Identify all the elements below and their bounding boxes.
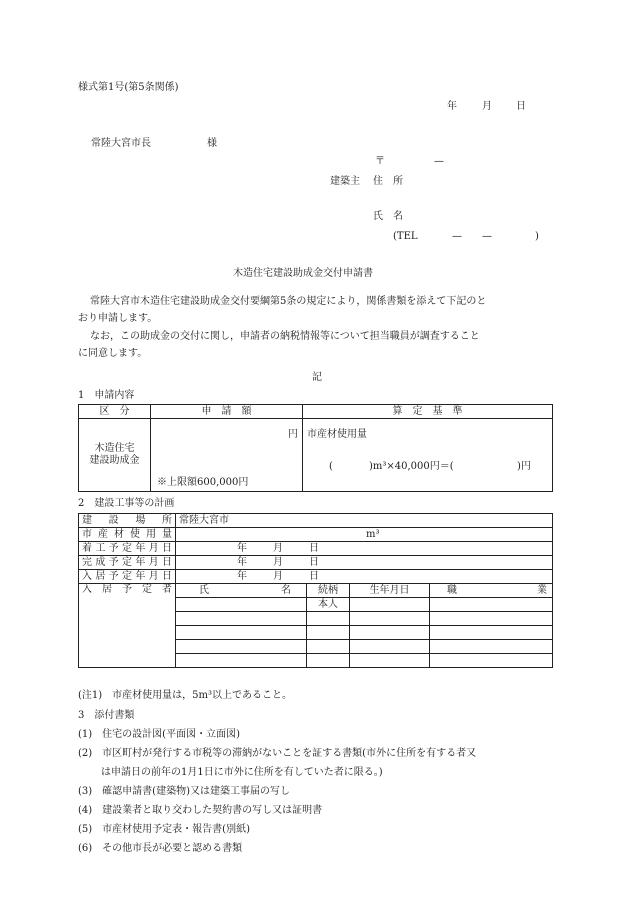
addressee-name: 常陸大宮市長 — [91, 138, 151, 149]
amount-limit: ※上限額600,000円 — [157, 477, 249, 488]
resident-1-relation: 本人 — [307, 598, 350, 612]
attachment-6: (6) その他市長が必要と認める書類 — [78, 843, 243, 854]
resident-2-relation[interactable] — [307, 612, 350, 626]
start-day: 日 — [309, 542, 319, 554]
body-para2-line1: なお，この助成金の交付に関し，申請者の納税情報等について担当職員が調査すること — [90, 331, 480, 342]
form-number: 様式第1号(第5条関係) — [78, 82, 179, 93]
start-date[interactable] — [176, 542, 553, 556]
amount-yen: 円 — [288, 429, 298, 440]
body-para1-line1: 常陸大宮市木造住宅建設助成金交付要綱第5条の規定により，関係書類を添えて下記のと — [90, 296, 487, 307]
postal-mark: 〒 — [375, 156, 385, 167]
addressee-honorific: 様 — [207, 138, 217, 149]
header-name-2: 名 — [281, 584, 291, 596]
complete-label: 完成予定年月日 — [79, 556, 176, 570]
attachment-5: (5) 市産材使用予定表・報告書(別紙) — [78, 824, 250, 835]
body-para1-line2: おり申請します。 — [78, 313, 158, 324]
start-label: 着工予定年月日 — [79, 542, 176, 556]
date-year: 年 — [447, 101, 457, 112]
header-name — [176, 584, 307, 598]
header-job-2: 業 — [537, 584, 547, 596]
resident-2-job[interactable] — [430, 612, 553, 626]
site-label: 建 設 場 所 — [79, 514, 176, 528]
formula-mid: )m³×40,000円＝( — [369, 461, 454, 472]
date-month: 月 — [482, 101, 492, 112]
attachment-3: (3) 確認申請書(建築物)又は建築工事届の写し — [78, 786, 290, 797]
resident-5-relation[interactable] — [307, 654, 350, 668]
amount-cell[interactable] — [151, 419, 303, 492]
header-name-1: 氏 — [199, 584, 209, 596]
header-relation: 続柄 — [307, 584, 350, 598]
resident-4-name[interactable] — [176, 640, 307, 654]
wood-unit[interactable]: m³ — [176, 528, 553, 542]
start-year: 年 — [237, 542, 247, 554]
resident-1-birth[interactable] — [350, 598, 430, 612]
section3-heading: 3 添付書類 — [78, 710, 135, 721]
resident-3-name[interactable] — [176, 626, 307, 640]
row-label-line2: 建設助成金 — [89, 455, 140, 466]
section1-heading: 1 申請内容 — [78, 390, 135, 401]
resident-2-birth[interactable] — [350, 612, 430, 626]
col-header-category: 区 分 — [79, 405, 151, 419]
move-date[interactable] — [176, 570, 553, 584]
col-header-basis: 算 定 基 準 — [303, 405, 553, 419]
tel-close: ) — [535, 231, 539, 242]
formula-open: ( — [329, 461, 333, 472]
resident-1-name[interactable] — [176, 598, 307, 612]
resident-1-job[interactable] — [430, 598, 553, 612]
attachment-2-cont: は申請日の前年の1月1日に市外に住所を有していた者に限る。) — [101, 767, 383, 778]
resident-5-name[interactable] — [176, 654, 307, 668]
resident-5-job[interactable] — [430, 654, 553, 668]
complete-month: 月 — [273, 556, 283, 568]
resident-5-birth[interactable] — [350, 654, 430, 668]
construction-plan-table — [78, 513, 553, 668]
name-label: 氏 名 — [373, 211, 403, 222]
basis-cell — [303, 419, 553, 492]
attachment-1: (1) 住宅の設計図(平面図・立面図) — [78, 729, 240, 740]
move-year: 年 — [237, 570, 247, 582]
tel-dash-2: — — [482, 231, 492, 242]
move-day: 日 — [309, 570, 319, 582]
resident-2-name[interactable] — [176, 612, 307, 626]
document-title: 木造住宅建設助成金交付申請書 — [233, 268, 373, 279]
date-day: 日 — [516, 101, 526, 112]
tel-open: (TEL — [393, 231, 418, 242]
complete-date[interactable] — [176, 556, 553, 570]
resident-label: 入居予定者 — [79, 584, 176, 668]
move-month: 月 — [273, 570, 283, 582]
address-label: 住 所 — [373, 176, 403, 187]
postal-dash: — — [434, 156, 444, 167]
complete-day: 日 — [309, 556, 319, 568]
attachment-4: (4) 建設業者と取り交わした契約書の写し又は証明書 — [78, 805, 323, 816]
note-1: (注1) 市産材使用量は，5m³以上であること。 — [78, 690, 293, 701]
col-header-amount: 申 請 額 — [151, 405, 303, 419]
basis-label: 市産材使用量 — [307, 429, 367, 440]
application-table — [78, 404, 553, 492]
row-label-subsidy — [79, 419, 151, 492]
resident-3-birth[interactable] — [350, 626, 430, 640]
complete-year: 年 — [237, 556, 247, 568]
header-birth: 生年月日 — [350, 584, 430, 598]
tel-dash-1: — — [452, 231, 462, 242]
section2-heading: 2 建設工事等の計画 — [78, 498, 175, 509]
resident-3-relation[interactable] — [307, 626, 350, 640]
wood-label: 市産材使用量 — [79, 528, 176, 542]
header-job — [430, 584, 553, 598]
resident-4-job[interactable] — [430, 640, 553, 654]
move-label: 入居予定年月日 — [79, 570, 176, 584]
site-value[interactable]: 常陸大宮市 — [176, 514, 553, 528]
formula-close: )円 — [517, 461, 531, 472]
body-para2-line2: に同意します。 — [78, 348, 148, 359]
start-month: 月 — [273, 542, 283, 554]
owner-label: 建築主 — [330, 176, 360, 187]
row-label-line1: 木造住宅 — [94, 443, 135, 454]
resident-4-relation[interactable] — [307, 640, 350, 654]
attachment-2: (2) 市区町村が発行する市税等の滞納がないことを証する書類(市外に住所を有する者又 — [78, 748, 477, 759]
resident-4-birth[interactable] — [350, 640, 430, 654]
ki-heading: 記 — [312, 372, 322, 383]
resident-3-job[interactable] — [430, 626, 553, 640]
header-job-1: 職 — [447, 584, 457, 596]
